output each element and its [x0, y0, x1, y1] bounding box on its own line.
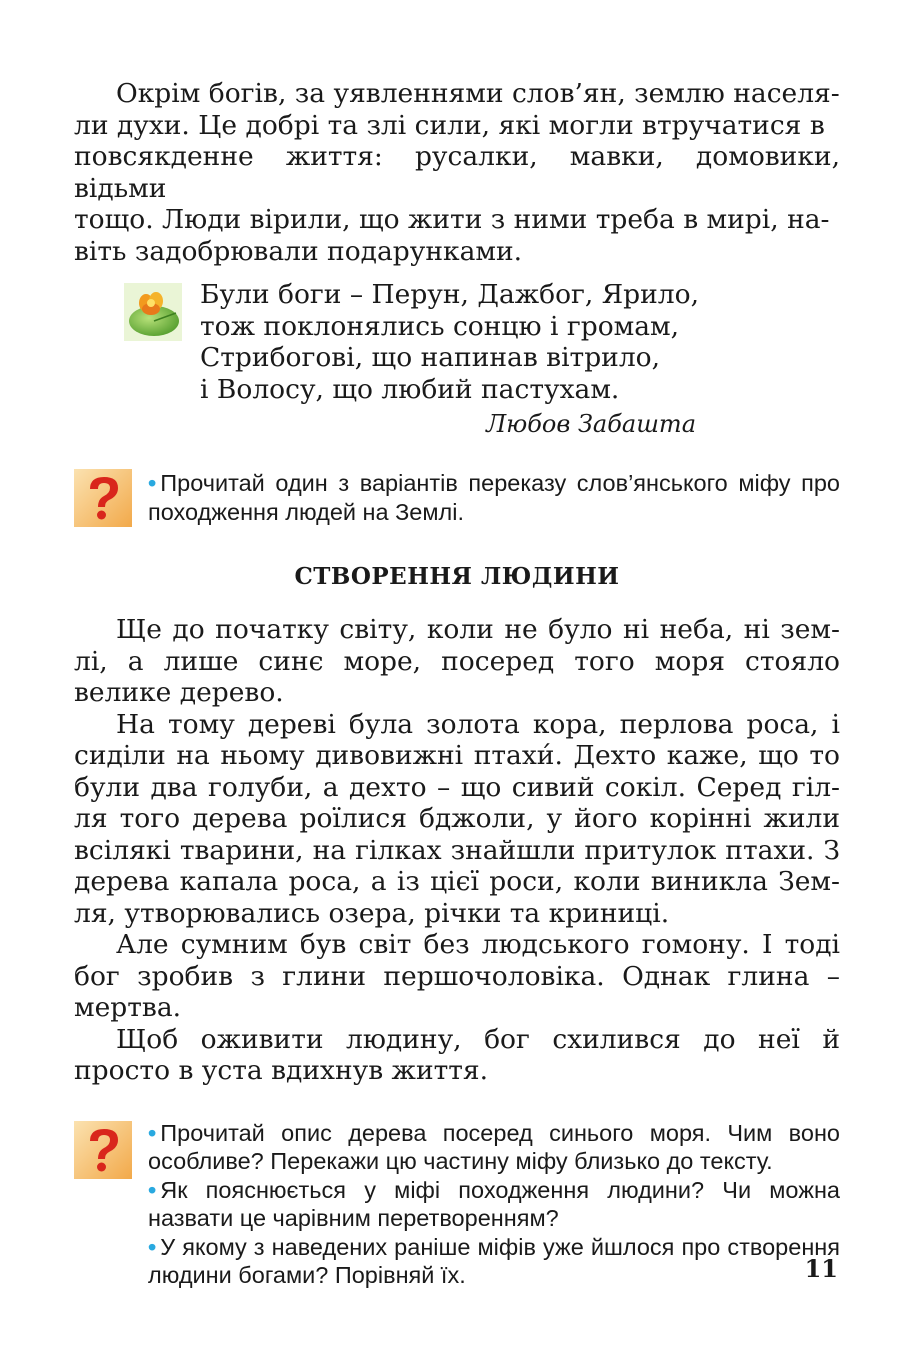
intro-line: повсякденне життя: русалки, мавки, домовики, відьми [74, 141, 840, 204]
intro-line: ли духи. Це добрі та злі сили, які могли втручатися в [74, 109, 825, 141]
intro-line: тощо. Люди вірили, що жити з ними треба в мирі, на- [74, 204, 830, 235]
question-text: Як пояснюється у міфі походження людини? Чи можна назвати це чарівним перетворенням? [148, 1176, 840, 1231]
story-paragraph: Але сумним був світ без людського гомону. І тоді бог зробив з глини першочоловіка. Однак глина – мертва. [74, 929, 840, 1023]
bullet-icon: • [148, 1233, 157, 1260]
question-block-1 [74, 469, 840, 526]
intro-line: Окрім богів, за уявленнями слов’ян, землю населя- [116, 78, 840, 109]
question-item [148, 1233, 840, 1290]
question-item [148, 469, 840, 526]
question-block-2 [74, 1119, 840, 1290]
story-paragraph: Ще до початку світу, коли не було ні неба, ні зем-лі, а лише синє море, посеред того моря стояло велике дерево. [74, 614, 840, 708]
poem-line: і Волосу, що любий пастухам. [200, 373, 620, 405]
poem-text [200, 279, 699, 405]
bullet-icon: • [148, 470, 157, 496]
intro-paragraph [74, 78, 840, 267]
question-item [148, 1119, 840, 1176]
story-text [74, 614, 840, 1087]
question-text: Прочитай один з варіантів переказу слов’янського міфу про походження людей на Землі. [148, 470, 840, 525]
question-mark-icon [74, 1121, 132, 1179]
page-content [74, 78, 840, 1290]
story-title: СТВОРЕННЯ ЛЮДИНИ [294, 563, 620, 590]
story-paragraph: На тому дереві була золота кора, перлова роса, і сиділи на ньому дивовижні птахи́. Дехто каже, що то були два голуби, а дехто – що сивий сокіл. Серед гіл-ля того дерева роїлися бджоли, у його корінні жили всілякі тварини, на гілках знайшли притулок птахи. З дерева капала роса, а із цієї роси, коли виникла Зем-ля, утворювались озера, річки та криниці. [74, 708, 840, 929]
bullet-icon: • [148, 1119, 157, 1146]
question-mark-icon [74, 469, 132, 527]
poem-line: Стрибогові, що напинав вітрило, [200, 342, 661, 373]
intro-line: віть задобрювали подарунками. [74, 235, 523, 267]
story-paragraph: Щоб оживити людину, бог схилився до неї й просто в уста вдихнув життя. [74, 1023, 840, 1086]
bullet-icon: • [148, 1176, 157, 1203]
poem-line: Були боги – Перун, Дажбог, Ярило, [200, 279, 699, 310]
poem-author: Любов Забашта [486, 410, 696, 438]
page-number: 11 [804, 1254, 838, 1283]
poem-block [74, 279, 840, 451]
question-text: Прочитай опис дерева посеред синього моря. Чим воно особливе? Перекажи цю частину міфу близько до тексту. [148, 1119, 840, 1174]
question-text: У якому з наведених раніше міфів уже йшлося про створення людини богами? Порівняй їх. [148, 1233, 840, 1288]
poem-line: тож поклонялись сонцю і громам, [200, 310, 680, 342]
question-item [148, 1176, 840, 1233]
water-lily-flower-icon [124, 283, 182, 341]
